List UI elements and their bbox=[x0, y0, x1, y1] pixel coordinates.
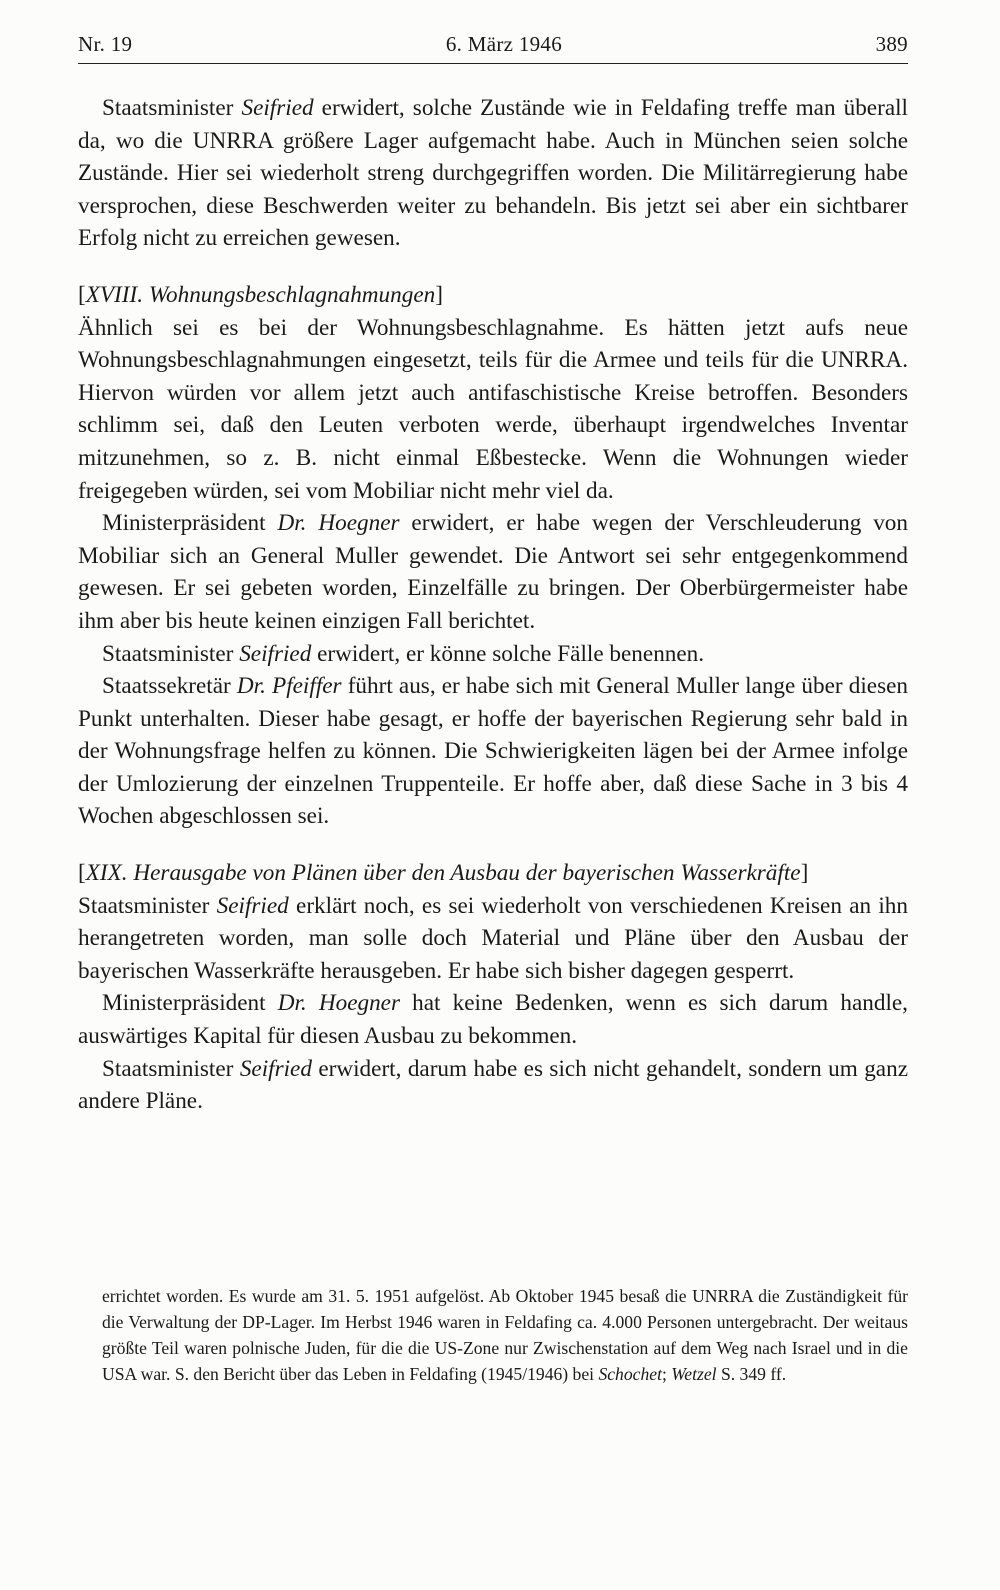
paragraph bbox=[78, 92, 908, 255]
text-run: S. 349 ff. bbox=[716, 1364, 787, 1384]
text-run: erklärt noch, es sei wiederholt von verschiedenen Kreisen an ihn herangetreten worden, man solle doch Material und Pläne über den Ausbau der bayerischen Wasserkräfte herausgeben. Er habe sich bisher dagegen gesperrt. bbox=[78, 892, 908, 984]
text-run: Staatsminister bbox=[102, 95, 242, 121]
section-heading bbox=[78, 279, 908, 312]
footnote bbox=[102, 1283, 908, 1387]
bracket: ] bbox=[800, 860, 809, 887]
paragraph bbox=[78, 670, 908, 833]
main-text bbox=[78, 92, 908, 1118]
text-run: führt aus, er habe sich mit General Muller lange über diesen Punkt unterhalten. Dieser habe gesagt, er hoffe der bayerischen Regierung sehr bald in der Wohnungsfrage helfen zu können. Die Schwierigkeiten lägen bei der Armee infolge der Umlozierung der einzelnen Truppenteile. Er hoffe aber, daß diese Sache in 3 bis 4 Wochen abgeschlossen sei. bbox=[78, 673, 908, 830]
section-gap bbox=[78, 833, 908, 845]
speaker-name: Dr. Pfeiffer bbox=[236, 673, 342, 700]
paragraph bbox=[78, 987, 908, 1052]
text-run: erwidert, er könne solche Fälle benennen. bbox=[311, 640, 705, 667]
speaker-name: Seifried bbox=[241, 95, 314, 121]
text-run: XVIII. Wohnungsbeschlagnahmungen bbox=[85, 281, 436, 308]
paragraph bbox=[78, 507, 908, 637]
text-run: Ministerpräsident bbox=[102, 990, 278, 1017]
bracket: [ bbox=[78, 281, 86, 308]
paragraph bbox=[78, 1053, 908, 1118]
speaker-name: Schochet bbox=[598, 1364, 662, 1384]
text-run: ; bbox=[661, 1364, 672, 1384]
header-date: 6. März 1946 bbox=[445, 32, 563, 56]
text-run: hat keine Bedenken, wenn es sich darum handle, auswärtiges Kapital für diesen Ausbau zu bekommen. bbox=[78, 990, 908, 1050]
paragraph bbox=[78, 638, 908, 671]
text-run: Ministerpräsident bbox=[102, 510, 278, 537]
paragraph bbox=[78, 312, 908, 508]
text-run: erwidert, er habe wegen der Verschleuderung von Mobiliar sich an General Muller gewendet. Die Antwort sei sehr entgegenkommend gewesen. Er sei gebeten worden, Einzelfälle zu bringen. Der Oberbürgermeister habe ihm aber bis heute keinen einzigen Fall berichtet. bbox=[78, 510, 908, 634]
text-run: Ähnlich sei es bei der Wohnungsbeschlagnahme. Es hätten jetzt aufs neue Wohnungsbeschlagnahmungen eingesetzt, teils für die Armee und teils für die UNRRA. Hiervon würden vor allem jetzt auch antifaschistische Kreise betroffen. Besonders schlimm sei, daß den Leuten verboten werde, überhaupt irgendwelches Inventar mitzunehmen, so z. B. nicht einmal Eßbestecke. Wenn die Wohnungen wieder freigegeben würden, sei vom Mobiliar nicht mehr viel da. bbox=[78, 314, 908, 504]
speaker-name: Seifried bbox=[216, 892, 289, 919]
document-page bbox=[78, 32, 908, 1118]
bracket: [ bbox=[78, 860, 86, 887]
speaker-name: Dr. Hoegner bbox=[277, 990, 400, 1017]
text-run: erwidert, solche Zustände wie in Feldafing treffe man überall da, wo die UNRRA größere Lager aufgemacht habe. Auch in München seien solche Zustände. Hier sei wiederholt streng durchgegriffen worden. Die Militärregierung habe versprochen, diese Beschwerden weiter zu behandeln. Bis jetzt sei aber ein sichtbarer Erfolg nicht zu erreichen gewesen. bbox=[78, 95, 908, 252]
text-run: Staatsminister bbox=[102, 1055, 240, 1082]
section-gap bbox=[78, 255, 908, 267]
speaker-name: Dr. Hoegner bbox=[277, 510, 400, 537]
text-run: Staatssekretär bbox=[102, 673, 237, 700]
section-heading bbox=[78, 857, 908, 890]
text-run: XIX. Herausgabe von Plänen über den Ausbau der bayerischen Wasserkräfte bbox=[85, 860, 801, 887]
text-run: errichtet worden. Es wurde am 31. 5. 1951 aufgelöst. Ab Oktober 1945 besaß die UNRRA die Zuständigkeit für die Verwaltung der DP-Lager. Im Herbst 1946 waren in Feldafing ca. 4.000 Personen untergebracht. Der weitaus größte Teil waren polnische Juden, für die die US-Zone nur Zwischenstation auf dem Weg nach Israel und in die USA war. S. den Bericht über das Leben in Feldafing (1945/1946) bei bbox=[102, 1286, 908, 1384]
running-header bbox=[78, 32, 908, 64]
speaker-name: Seifried bbox=[239, 640, 312, 667]
speaker-name: Wetzel bbox=[671, 1364, 717, 1384]
paragraph bbox=[78, 890, 908, 988]
text-run: erwidert, darum habe es sich nicht gehandelt, sondern um ganz andere Pläne. bbox=[78, 1055, 908, 1115]
speaker-name: Seifried bbox=[239, 1055, 312, 1082]
bracket: ] bbox=[435, 281, 443, 308]
page-number: 389 bbox=[875, 32, 908, 56]
text-run: Staatsminister bbox=[102, 640, 240, 667]
text-run: Staatsminister bbox=[78, 892, 217, 919]
issue-number: Nr. 19 bbox=[78, 32, 133, 56]
